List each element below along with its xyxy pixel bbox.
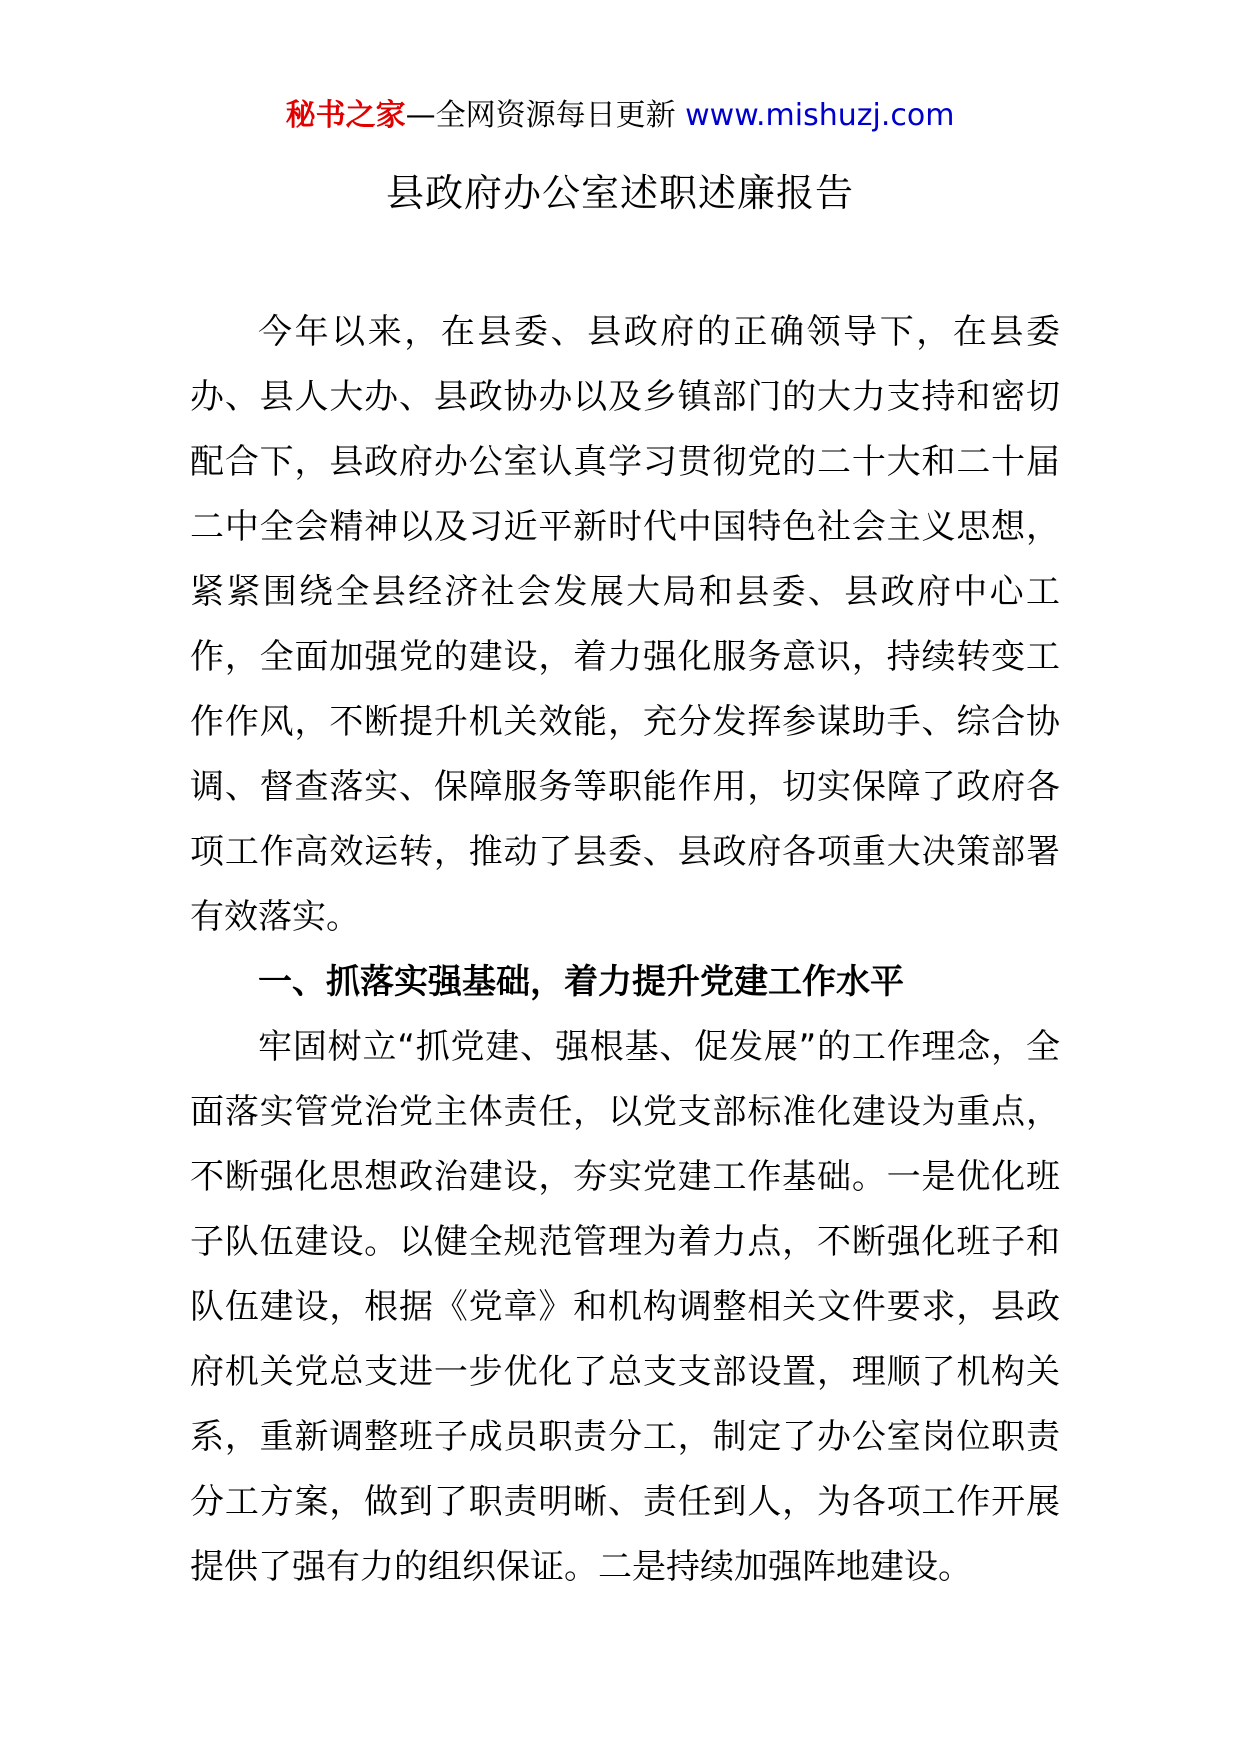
site-tagline: —全网资源每日更新 — [405, 98, 686, 133]
site-url-link[interactable]: www.mishuzj.com — [685, 98, 955, 133]
section-heading: 一、抓落实强基础，着力提升党建工作水平 — [258, 962, 904, 1002]
document-title: 县政府办公室述职述廉报告 — [385, 171, 854, 215]
intro-paragraph: 今年以来，在县委、县政府的正确领导下，在县委办、县人大办、县政协办以及乡镇部门的大力支持和密切配合下，县政府办公室认真学习贯彻党的二十大和二十届二中全会精神以及习近平新时代中国特色社会主义思想，紧紧围绕全县经济社会发展大局和县委、县政府中心工作，全面加强党的建设，着力强化服务意识，持续转变工作作风，不断提升机关效能，充分发挥参谋助手、综合协调、督查落实、保障服务等职能作用，切实保障了政府各项工作高效运转，推动了县委、县政府各项重大决策部署有效落实。 — [190, 312, 1060, 937]
document-body — [190, 300, 1060, 1600]
site-brand: 秘书之家 — [285, 98, 406, 133]
body-paragraph: 牢固树立“抓党建、强根基、促发展”的工作理念，全面落实管党治党主体责任，以党支部标准化建设为重点，不断强化思想政治建设，夯实党建工作基础。一是优化班子队伍建设。以健全规范管理为着力点，不断强化班子和队伍建设，根据《党章》和机构调整相关文件要求，县政府机关党总支进一步优化了总支支部设置，理顺了机构关系，重新调整班子成员职责分工，制定了办公室岗位职责分工方案，做到了职责明晰、责任到人，为各项工作开展提供了强有力的组织保证。二是持续加强阵地建设。 — [190, 1027, 1060, 1587]
site-header — [0, 96, 1240, 136]
